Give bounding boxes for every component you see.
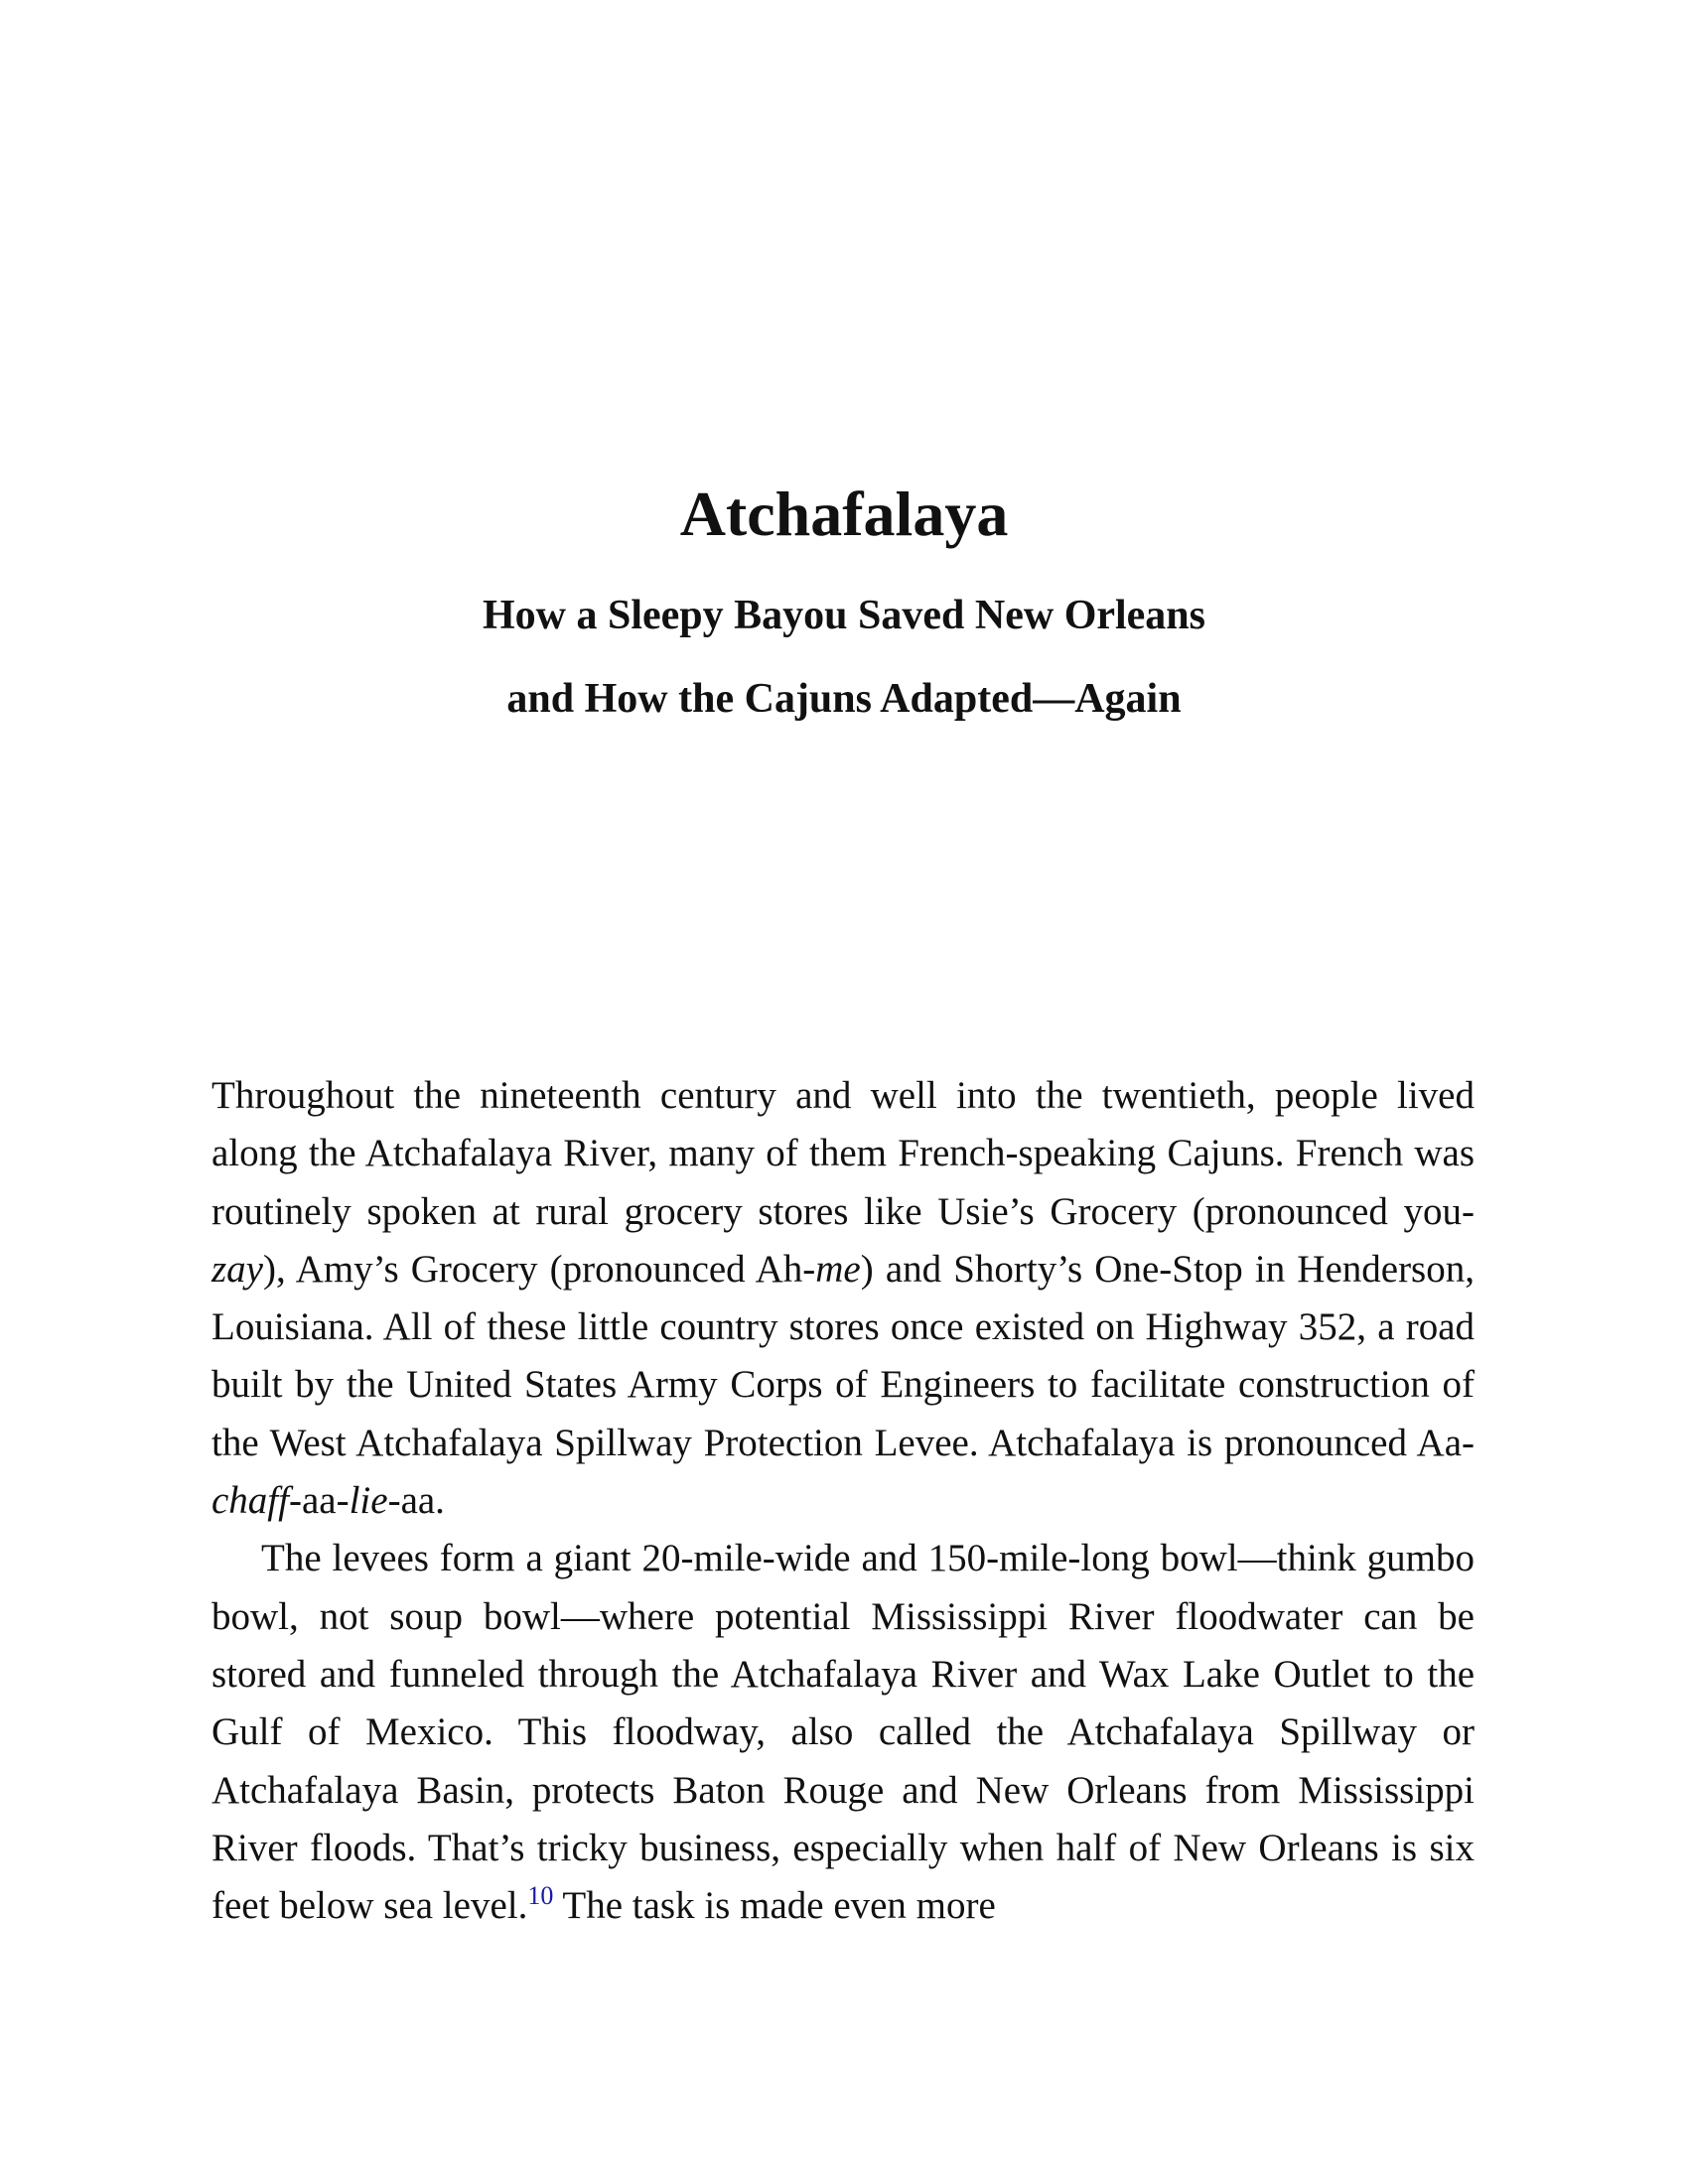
chapter-subtitle	[0, 574, 1688, 741]
subtitle-line-2: and How the Cajuns Adapted—Again	[506, 676, 1182, 722]
italic-run: lie	[349, 1479, 388, 1523]
text-run: -aa-	[288, 1479, 350, 1523]
italic-run: zay	[211, 1247, 263, 1291]
footnote-reference-link[interactable]: 10	[527, 1881, 554, 1911]
text-run: The task is made even more	[553, 1884, 996, 1928]
paragraph-1	[211, 1067, 1475, 1530]
italic-run: me	[815, 1247, 861, 1291]
chapter-title: Atchafalaya	[679, 478, 1009, 549]
text-run: -aa.	[387, 1479, 445, 1523]
text-run: ), Amy’s Grocery (pronounced Ah-	[263, 1247, 816, 1291]
subtitle-line-1: How a Sleepy Bayou Saved New Orleans	[482, 593, 1206, 638]
body-text	[211, 1067, 1475, 1935]
paragraph-2	[211, 1530, 1475, 1935]
text-run: ) and Shorty’s One-Stop in Henderson, Louisiana. All of these little country stores once existed on Highway 352, a road built by the United States Army Corps of Engineers to facilitate construction of the West Atchafalaya Spillway Protection Levee. Atchafalaya is pronounced Aa-	[211, 1247, 1475, 1464]
text-run: The levees form a giant 20-mile-wide and 150-mile-long bowl—think gumbo bowl, not soup bowl—where potential Mississippi River floodwater can be stored and funneled through the Atchafalaya River and Wax Lake Outlet to the Gulf of Mexico. This floodway, also called the Atchafalaya Spillway or Atchafalaya Basin, protects Baton Rouge and New Orleans from Mississippi River floods. That’s tricky business, especially when half of New Orleans is six feet below sea level.	[211, 1537, 1475, 1928]
text-run: Throughout the nineteenth century and well into the twentieth, people lived along the Atchafalaya River, many of them French-speaking Cajuns. French was routinely spoken at rural grocery stores like Usie’s Grocery (pronounced you-	[211, 1074, 1475, 1233]
italic-run: chaff	[211, 1479, 289, 1523]
